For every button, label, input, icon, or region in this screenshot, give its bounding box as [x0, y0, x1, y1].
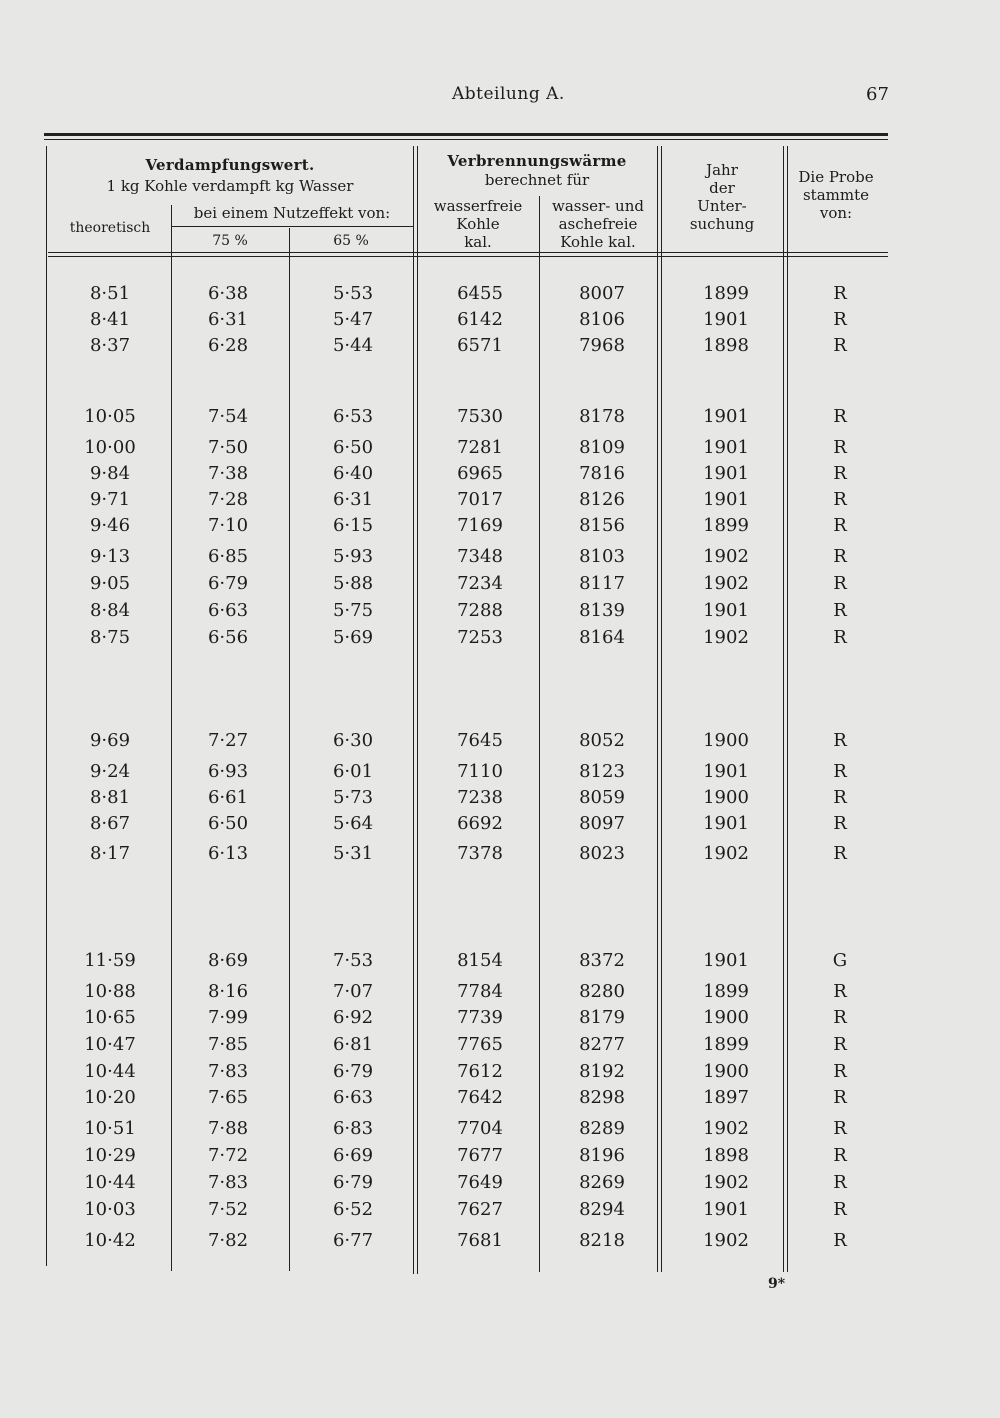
table-row: [0, 1118, 1000, 1142]
cell-wasserfreie: 7348: [457, 546, 503, 567]
cell-jahr: 1902: [703, 843, 749, 864]
cell-theoretisch: 8·51: [89, 283, 131, 304]
cell-aschefreie: 8123: [579, 761, 625, 782]
cell-aschefreie: 8192: [579, 1061, 625, 1082]
cell-theoretisch: 10·20: [84, 1087, 136, 1108]
cell-wasserfreie: 7017: [457, 489, 503, 510]
col-jahr-line1: Jahr: [706, 161, 738, 179]
cell-probe: R: [833, 1172, 847, 1193]
cell-aschefreie: 8052: [579, 730, 625, 751]
cell-75: 6·79: [207, 573, 249, 594]
cell-65: 5·88: [332, 573, 374, 594]
group2-title: Verbrennungswärme: [447, 152, 627, 170]
cell-probe: R: [833, 335, 847, 356]
cell-probe: R: [833, 463, 847, 484]
cell-wasserfreie: 6571: [457, 335, 503, 356]
cell-75: 7·72: [207, 1145, 249, 1166]
cell-wasserfreie: 7288: [457, 600, 503, 621]
cell-aschefreie: 8289: [579, 1118, 625, 1139]
cell-theoretisch: 9·24: [89, 761, 131, 782]
cell-aschefreie: 8294: [579, 1199, 625, 1220]
cell-theoretisch: 10·65: [84, 1007, 136, 1028]
col-probe-line2: stammte: [802, 186, 870, 204]
cell-75: 6·13: [207, 843, 249, 864]
table-row: [0, 813, 1000, 837]
cell-65: 6·15: [332, 515, 374, 536]
cell-theoretisch: 9·71: [89, 489, 131, 510]
cell-aschefreie: 8280: [579, 981, 625, 1002]
cell-75: 7·99: [207, 1007, 249, 1028]
cell-probe: R: [833, 309, 847, 330]
cell-theoretisch: 11·59: [84, 950, 136, 971]
cell-wasserfreie: 7642: [457, 1087, 503, 1108]
table-row: [0, 546, 1000, 570]
cell-aschefreie: 8179: [579, 1007, 625, 1028]
cell-theoretisch: 8·41: [89, 309, 131, 330]
cell-75: 7·38: [207, 463, 249, 484]
cell-aschefreie: 8277: [579, 1034, 625, 1055]
cell-probe: R: [833, 600, 847, 621]
cell-75: 7·28: [207, 489, 249, 510]
group2-subtitle: berechnet für: [484, 171, 590, 189]
cell-wasserfreie: 6965: [457, 463, 503, 484]
table-row: [0, 573, 1000, 597]
col-wasserfreie-line2: Kohle: [456, 215, 500, 233]
col-65: 65 %: [333, 233, 369, 249]
cell-aschefreie: 8126: [579, 489, 625, 510]
cell-wasserfreie: 7238: [457, 787, 503, 808]
cell-aschefreie: 7968: [579, 335, 625, 356]
cell-jahr: 1898: [703, 335, 749, 356]
cell-65: 5·75: [332, 600, 374, 621]
cell-probe: G: [832, 950, 848, 971]
cell-75: 7·50: [207, 437, 249, 458]
cell-aschefreie: 8196: [579, 1145, 625, 1166]
cell-jahr: 1901: [703, 309, 749, 330]
cell-wasserfreie: 7281: [457, 437, 503, 458]
cell-aschefreie: 8097: [579, 813, 625, 834]
cell-65: 6·40: [332, 463, 374, 484]
cell-wasserfreie: 7645: [457, 730, 503, 751]
cell-jahr: 1901: [703, 406, 749, 427]
col-aschefreie-line3: Kohle kal.: [560, 233, 636, 251]
table-row: [0, 1007, 1000, 1031]
cell-75: 6·31: [207, 309, 249, 330]
cell-jahr: 1900: [703, 1007, 749, 1028]
cell-jahr: 1902: [703, 1118, 749, 1139]
cell-75: 6·61: [207, 787, 249, 808]
cell-75: 6·38: [207, 283, 249, 304]
table-row: [0, 283, 1000, 307]
cell-probe: R: [833, 283, 847, 304]
cell-probe: R: [833, 813, 847, 834]
cell-75: 7·52: [207, 1199, 249, 1220]
cell-theoretisch: 8·37: [89, 335, 131, 356]
cell-theoretisch: 10·42: [84, 1230, 136, 1251]
cell-65: 6·63: [332, 1087, 374, 1108]
cell-wasserfreie: 6455: [457, 283, 503, 304]
cell-wasserfreie: 7253: [457, 627, 503, 648]
cell-65: 5·64: [332, 813, 374, 834]
cell-jahr: 1898: [703, 1145, 749, 1166]
cell-aschefreie: 8139: [579, 600, 625, 621]
cell-theoretisch: 9·05: [89, 573, 131, 594]
cell-wasserfreie: 7784: [457, 981, 503, 1002]
cell-theoretisch: 9·46: [89, 515, 131, 536]
cell-probe: R: [833, 627, 847, 648]
cell-wasserfreie: 7234: [457, 573, 503, 594]
table-row: [0, 463, 1000, 487]
cell-theoretisch: 10·44: [84, 1172, 136, 1193]
table-row: [0, 600, 1000, 624]
cell-65: 6·31: [332, 489, 374, 510]
cell-jahr: 1901: [703, 813, 749, 834]
cell-theoretisch: 10·51: [84, 1118, 136, 1139]
cell-theoretisch: 10·88: [84, 981, 136, 1002]
col-aschefreie-line2: aschefreie: [558, 215, 638, 233]
cell-75: 8·16: [207, 981, 249, 1002]
cell-probe: R: [833, 1118, 847, 1139]
cell-75: 7·10: [207, 515, 249, 536]
cell-probe: R: [833, 546, 847, 567]
table-top-rule-thin: [44, 139, 888, 140]
cell-probe: R: [833, 1145, 847, 1166]
cell-75: 7·88: [207, 1118, 249, 1139]
col-jahr: [662, 161, 782, 233]
cell-jahr: 1899: [703, 1034, 749, 1055]
cell-wasserfreie: 7612: [457, 1061, 503, 1082]
cell-65: 5·73: [332, 787, 374, 808]
table-row: [0, 515, 1000, 539]
nutzeffekt-label: bei einem Nutzeffekt von:: [193, 204, 391, 222]
cell-jahr: 1899: [703, 515, 749, 536]
cell-aschefreie: 8298: [579, 1087, 625, 1108]
cell-65: 6·79: [332, 1061, 374, 1082]
table-row: [0, 761, 1000, 785]
cell-jahr: 1899: [703, 981, 749, 1002]
table-row: [0, 1061, 1000, 1085]
cell-75: 7·27: [207, 730, 249, 751]
cell-jahr: 1901: [703, 463, 749, 484]
table-row: [0, 489, 1000, 513]
cell-aschefreie: 8109: [579, 437, 625, 458]
cell-jahr: 1902: [703, 573, 749, 594]
cell-jahr: 1900: [703, 730, 749, 751]
cell-aschefreie: 8372: [579, 950, 625, 971]
cell-aschefreie: 8178: [579, 406, 625, 427]
table-row: [0, 950, 1000, 974]
cell-65: 5·31: [332, 843, 374, 864]
table-row: [0, 406, 1000, 430]
cell-aschefreie: 8156: [579, 515, 625, 536]
cell-65: 6·53: [332, 406, 374, 427]
cell-75: 6·56: [207, 627, 249, 648]
table-top-rule-thick: [44, 133, 888, 136]
cell-65: 7·07: [332, 981, 374, 1002]
cell-aschefreie: 8164: [579, 627, 625, 648]
col-75: 75 %: [212, 233, 248, 249]
cell-wasserfreie: 7627: [457, 1199, 503, 1220]
cell-75: 6·93: [207, 761, 249, 782]
cell-wasserfreie: 8154: [457, 950, 503, 971]
cell-aschefreie: 8269: [579, 1172, 625, 1193]
cell-jahr: 1901: [703, 1199, 749, 1220]
cell-wasserfreie: 7739: [457, 1007, 503, 1028]
running-head: [0, 84, 1000, 114]
col-jahr-line3: Unter-: [697, 197, 747, 215]
cell-aschefreie: 8023: [579, 843, 625, 864]
cell-75: 6·85: [207, 546, 249, 567]
cell-aschefreie: 7816: [579, 463, 625, 484]
cell-wasserfreie: 7649: [457, 1172, 503, 1193]
col-probe-line3: von:: [819, 204, 853, 222]
cell-probe: R: [833, 1199, 847, 1220]
cell-theoretisch: 10·00: [84, 437, 136, 458]
table-row: [0, 843, 1000, 867]
cell-probe: R: [833, 437, 847, 458]
cell-wasserfreie: 7677: [457, 1145, 503, 1166]
col-jahr-line4: suchung: [689, 215, 755, 233]
col-probe-line1: Die Probe: [798, 168, 874, 186]
cell-theoretisch: 10·29: [84, 1145, 136, 1166]
cell-65: 6·83: [332, 1118, 374, 1139]
cell-75: 6·50: [207, 813, 249, 834]
cell-probe: R: [833, 406, 847, 427]
table-row: [0, 1087, 1000, 1111]
cell-theoretisch: 10·47: [84, 1034, 136, 1055]
table-row: [0, 1145, 1000, 1169]
cell-probe: R: [833, 843, 847, 864]
cell-theoretisch: 8·84: [89, 600, 131, 621]
cell-jahr: 1899: [703, 283, 749, 304]
cell-jahr: 1900: [703, 787, 749, 808]
cell-75: 7·65: [207, 1087, 249, 1108]
header-bottom-rule-2: [48, 256, 888, 257]
cell-65: 5·44: [332, 335, 374, 356]
cell-75: 8·69: [207, 950, 249, 971]
cell-wasserfreie: 7681: [457, 1230, 503, 1251]
cell-wasserfreie: 7704: [457, 1118, 503, 1139]
cell-theoretisch: 8·67: [89, 813, 131, 834]
cell-probe: R: [833, 787, 847, 808]
cell-probe: R: [833, 761, 847, 782]
cell-aschefreie: 8218: [579, 1230, 625, 1251]
cell-65: 6·79: [332, 1172, 374, 1193]
cell-65: 5·53: [332, 283, 374, 304]
cell-jahr: 1901: [703, 437, 749, 458]
col-wasserfreie: [418, 197, 538, 251]
cell-aschefreie: 8103: [579, 546, 625, 567]
cell-aschefreie: 8007: [579, 283, 625, 304]
cell-probe: R: [833, 489, 847, 510]
col-aschefreie: [540, 197, 656, 251]
table-row: [0, 787, 1000, 811]
cell-jahr: 1902: [703, 546, 749, 567]
cell-wasserfreie: 6142: [457, 309, 503, 330]
page-number: 67: [866, 84, 889, 105]
cell-theoretisch: 8·17: [89, 843, 131, 864]
cell-theoretisch: 8·75: [89, 627, 131, 648]
table-row: [0, 309, 1000, 333]
cell-65: 5·69: [332, 627, 374, 648]
cell-65: 6·69: [332, 1145, 374, 1166]
col-jahr-line2: der: [709, 179, 735, 197]
cell-theoretisch: 10·44: [84, 1061, 136, 1082]
cell-probe: R: [833, 515, 847, 536]
cell-jahr: 1901: [703, 600, 749, 621]
cell-65: 7·53: [332, 950, 374, 971]
table-row: [0, 335, 1000, 359]
cell-theoretisch: 9·69: [89, 730, 131, 751]
cell-75: 7·85: [207, 1034, 249, 1055]
group1-subtitle: 1 kg Kohle verdampft kg Wasser: [106, 177, 354, 195]
cell-theoretisch: 10·05: [84, 406, 136, 427]
cell-75: 6·63: [207, 600, 249, 621]
table-row: [0, 437, 1000, 461]
cell-jahr: 1902: [703, 1172, 749, 1193]
cell-65: 6·77: [332, 1230, 374, 1251]
cell-jahr: 1900: [703, 1061, 749, 1082]
divider-nutz-top: [171, 226, 413, 227]
cell-wasserfreie: 7765: [457, 1034, 503, 1055]
cell-probe: R: [833, 1007, 847, 1028]
cell-75: 7·83: [207, 1172, 249, 1193]
cell-jahr: 1897: [703, 1087, 749, 1108]
group1-title: Verdampfungswert.: [145, 156, 315, 174]
signature-mark: 9*: [768, 1276, 786, 1292]
cell-jahr: 1902: [703, 1230, 749, 1251]
cell-65: 5·47: [332, 309, 374, 330]
cell-65: 6·52: [332, 1199, 374, 1220]
table-row: [0, 1230, 1000, 1254]
cell-aschefreie: 8117: [579, 573, 625, 594]
col-aschefreie-line1: wasser- und: [552, 197, 644, 215]
cell-aschefreie: 8106: [579, 309, 625, 330]
cell-aschefreie: 8059: [579, 787, 625, 808]
table-row: [0, 730, 1000, 754]
cell-65: 6·01: [332, 761, 374, 782]
cell-65: 6·30: [332, 730, 374, 751]
cell-65: 6·50: [332, 437, 374, 458]
cell-probe: R: [833, 981, 847, 1002]
table-row: [0, 981, 1000, 1005]
cell-65: 6·81: [332, 1034, 374, 1055]
col-probe: [788, 168, 884, 222]
cell-probe: R: [833, 730, 847, 751]
cell-jahr: 1901: [703, 761, 749, 782]
cell-probe: R: [833, 1034, 847, 1055]
cell-theoretisch: 9·13: [89, 546, 131, 567]
table-row: [0, 627, 1000, 651]
cell-65: 5·93: [332, 546, 374, 567]
cell-probe: R: [833, 1230, 847, 1251]
cell-jahr: 1901: [703, 489, 749, 510]
table-row: [0, 1034, 1000, 1058]
cell-probe: R: [833, 1061, 847, 1082]
cell-wasserfreie: 7530: [457, 406, 503, 427]
col-theoretisch: theoretisch: [69, 220, 151, 236]
cell-75: 6·28: [207, 335, 249, 356]
cell-65: 6·92: [332, 1007, 374, 1028]
cell-75: 7·54: [207, 406, 249, 427]
cell-theoretisch: 10·03: [84, 1199, 136, 1220]
section-title: Abteilung A.: [452, 84, 565, 104]
cell-75: 7·83: [207, 1061, 249, 1082]
col-wasserfreie-line3: kal.: [464, 233, 492, 251]
cell-theoretisch: 9·84: [89, 463, 131, 484]
table-row: [0, 1199, 1000, 1223]
table-row: [0, 1172, 1000, 1196]
cell-theoretisch: 8·81: [89, 787, 131, 808]
cell-probe: R: [833, 573, 847, 594]
cell-wasserfreie: 7378: [457, 843, 503, 864]
cell-probe: R: [833, 1087, 847, 1108]
cell-jahr: 1902: [703, 627, 749, 648]
col-wasserfreie-line1: wasserfreie: [433, 197, 523, 215]
cell-wasserfreie: 6692: [457, 813, 503, 834]
cell-wasserfreie: 7110: [457, 761, 503, 782]
cell-75: 7·82: [207, 1230, 249, 1251]
cell-jahr: 1901: [703, 950, 749, 971]
header-bottom-rule: [48, 252, 888, 253]
cell-wasserfreie: 7169: [457, 515, 503, 536]
